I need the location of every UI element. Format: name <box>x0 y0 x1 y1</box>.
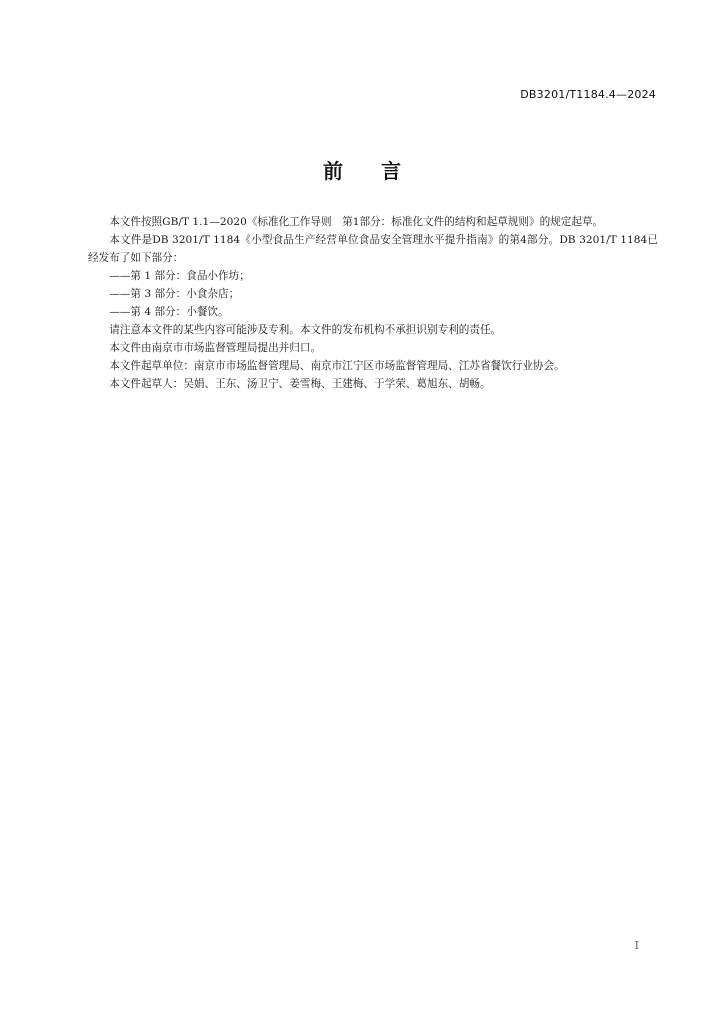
page-title: 前言 <box>323 159 439 183</box>
paragraph-patent-notice: 请注意本文件的某些内容可能涉及专利。本文件的发布机构不承担识别专利的责任。 <box>109 324 502 336</box>
paragraph-drafters: 本文件起草人：吴娟、王东、汤卫宁、姜雪梅、王建梅、于学荣、葛旭东、胡畅。 <box>109 378 491 390</box>
paragraph-series-info: 本文件是DB 3201/T 1184《小型食品生产经营单位食品安全管理水平提升指南》的第4部分。DB 3201/T 1184已经发布了如下部分： <box>88 234 658 264</box>
foreword-body <box>88 213 658 393</box>
document-code: DB3201/T1184.4—2024 <box>520 88 656 101</box>
paragraph-drafting-units: 本文件起草单位：南京市市场监督管理局、南京市江宁区市场监督管理局、江苏省餐饮行业协会。 <box>109 360 565 372</box>
paragraph-drafting-basis: 本文件按照GB/T 1.1—2020《标准化工作导则 第1部分：标准化文件的结构和起草规则》的规定起草。 <box>109 216 604 228</box>
list-item: ——第 4 部分：小餐饮。 <box>109 306 229 318</box>
list-item: ——第 1 部分：食品小作坊； <box>109 270 250 282</box>
page-number: I <box>634 939 639 952</box>
paragraph-proposer: 本文件由南京市市场监督管理局提出并归口。 <box>109 342 322 354</box>
list-item: ——第 3 部分：小食杂店； <box>109 288 240 300</box>
